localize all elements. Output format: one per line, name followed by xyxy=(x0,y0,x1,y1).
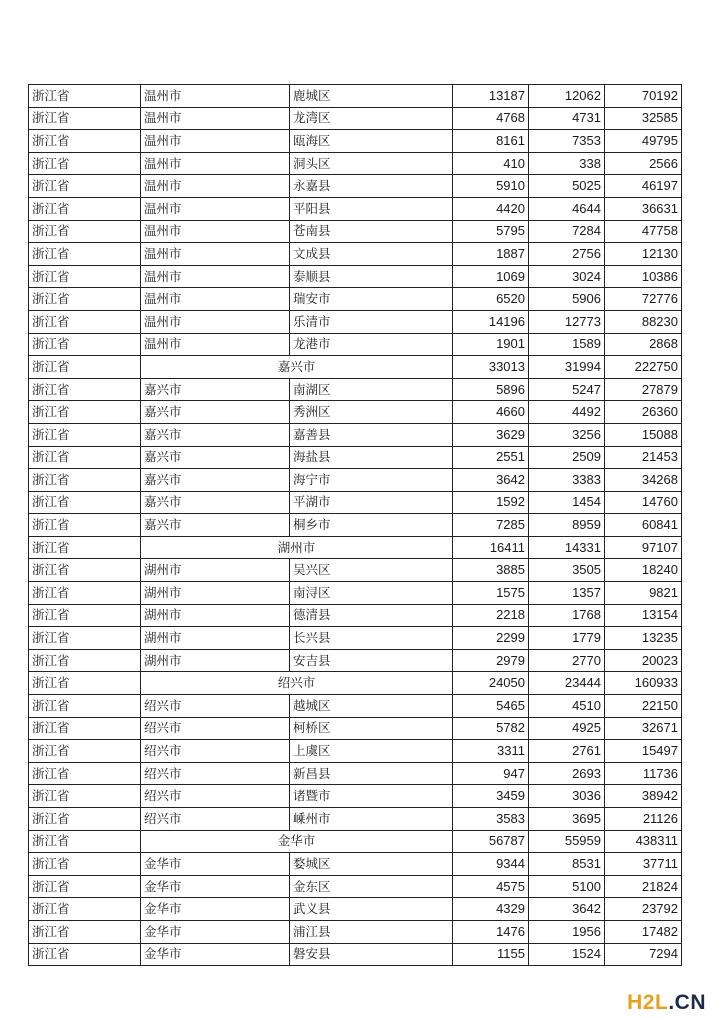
value-2-cell: 2770 xyxy=(529,649,605,672)
province-cell: 浙江省 xyxy=(29,920,141,943)
value-2-cell: 2693 xyxy=(529,762,605,785)
value-1-cell: 7285 xyxy=(453,514,529,537)
value-1-cell: 4768 xyxy=(453,107,529,130)
value-2-cell: 3036 xyxy=(529,785,605,808)
table-row xyxy=(29,717,682,740)
city-cell: 嘉兴市 xyxy=(141,469,290,492)
value-1-cell: 1575 xyxy=(453,582,529,605)
value-1-cell: 3583 xyxy=(453,808,529,831)
district-cell: 南湖区 xyxy=(290,378,453,401)
value-2-cell: 4510 xyxy=(529,695,605,718)
value-1-cell: 2299 xyxy=(453,627,529,650)
value-2-cell: 5100 xyxy=(529,875,605,898)
table-row xyxy=(29,107,682,130)
city-subtotal-row xyxy=(29,672,682,695)
value-1-cell: 14196 xyxy=(453,310,529,333)
district-cell: 瑞安市 xyxy=(290,288,453,311)
value-2-cell: 1779 xyxy=(529,627,605,650)
table-row xyxy=(29,423,682,446)
value-2-cell: 5906 xyxy=(529,288,605,311)
table-row xyxy=(29,288,682,311)
value-3-cell: 22150 xyxy=(605,695,682,718)
district-cell: 磐安县 xyxy=(290,943,453,966)
district-cell: 平阳县 xyxy=(290,197,453,220)
province-cell: 浙江省 xyxy=(29,627,141,650)
value-2-cell: 3256 xyxy=(529,423,605,446)
district-cell: 德清县 xyxy=(290,604,453,627)
province-cell: 浙江省 xyxy=(29,649,141,672)
district-cell: 上虞区 xyxy=(290,740,453,763)
value-3-cell: 10386 xyxy=(605,265,682,288)
value-1-cell: 3642 xyxy=(453,469,529,492)
value-2-cell: 1524 xyxy=(529,943,605,966)
city-subtotal-row xyxy=(29,830,682,853)
province-cell: 浙江省 xyxy=(29,243,141,266)
value-3-cell: 97107 xyxy=(605,536,682,559)
table-row xyxy=(29,514,682,537)
province-cell: 浙江省 xyxy=(29,536,141,559)
city-cell: 嘉兴市 xyxy=(141,491,290,514)
city-total-cell: 嘉兴市 xyxy=(141,356,453,379)
value-3-cell: 49795 xyxy=(605,130,682,153)
value-2-cell: 3642 xyxy=(529,898,605,921)
table-row xyxy=(29,378,682,401)
city-cell: 金华市 xyxy=(141,875,290,898)
table-row xyxy=(29,197,682,220)
value-3-cell: 21126 xyxy=(605,808,682,831)
city-cell: 嘉兴市 xyxy=(141,401,290,424)
table-row xyxy=(29,333,682,356)
city-cell: 绍兴市 xyxy=(141,717,290,740)
value-2-cell: 1454 xyxy=(529,491,605,514)
province-cell: 浙江省 xyxy=(29,130,141,153)
city-cell: 湖州市 xyxy=(141,604,290,627)
table-body xyxy=(29,85,682,966)
district-cell: 新昌县 xyxy=(290,762,453,785)
province-cell: 浙江省 xyxy=(29,469,141,492)
table-row xyxy=(29,943,682,966)
city-cell: 金华市 xyxy=(141,920,290,943)
value-1-cell: 3629 xyxy=(453,423,529,446)
table-row xyxy=(29,649,682,672)
value-3-cell: 14760 xyxy=(605,491,682,514)
value-3-cell: 11736 xyxy=(605,762,682,785)
city-cell: 温州市 xyxy=(141,130,290,153)
value-2-cell: 2756 xyxy=(529,243,605,266)
value-3-cell: 2566 xyxy=(605,152,682,175)
table-row xyxy=(29,604,682,627)
city-cell: 嘉兴市 xyxy=(141,514,290,537)
city-subtotal-row xyxy=(29,356,682,379)
city-subtotal-row xyxy=(29,536,682,559)
province-cell: 浙江省 xyxy=(29,785,141,808)
district-cell: 龙湾区 xyxy=(290,107,453,130)
value-1-cell: 4575 xyxy=(453,875,529,898)
district-cell: 泰顺县 xyxy=(290,265,453,288)
province-cell: 浙江省 xyxy=(29,491,141,514)
value-3-cell: 60841 xyxy=(605,514,682,537)
value-2-cell: 14331 xyxy=(529,536,605,559)
city-total-cell: 湖州市 xyxy=(141,536,453,559)
table-row xyxy=(29,175,682,198)
district-cell: 南浔区 xyxy=(290,582,453,605)
district-cell: 海盐县 xyxy=(290,446,453,469)
value-1-cell: 5465 xyxy=(453,695,529,718)
value-3-cell: 34268 xyxy=(605,469,682,492)
value-1-cell: 2551 xyxy=(453,446,529,469)
table-row xyxy=(29,785,682,808)
district-cell: 长兴县 xyxy=(290,627,453,650)
city-cell: 温州市 xyxy=(141,288,290,311)
city-cell: 绍兴市 xyxy=(141,695,290,718)
province-cell: 浙江省 xyxy=(29,356,141,379)
value-1-cell: 3459 xyxy=(453,785,529,808)
table-row xyxy=(29,875,682,898)
district-cell: 苍南县 xyxy=(290,220,453,243)
district-cell: 文成县 xyxy=(290,243,453,266)
value-1-cell: 410 xyxy=(453,152,529,175)
value-3-cell: 9821 xyxy=(605,582,682,605)
value-3-cell: 46197 xyxy=(605,175,682,198)
city-cell: 温州市 xyxy=(141,152,290,175)
province-cell: 浙江省 xyxy=(29,582,141,605)
city-cell: 温州市 xyxy=(141,85,290,108)
value-1-cell: 1476 xyxy=(453,920,529,943)
province-cell: 浙江省 xyxy=(29,672,141,695)
value-2-cell: 2509 xyxy=(529,446,605,469)
value-1-cell: 33013 xyxy=(453,356,529,379)
province-cell: 浙江省 xyxy=(29,695,141,718)
table-row xyxy=(29,310,682,333)
city-cell: 嘉兴市 xyxy=(141,423,290,446)
value-2-cell: 1357 xyxy=(529,582,605,605)
city-cell: 湖州市 xyxy=(141,649,290,672)
value-1-cell: 4329 xyxy=(453,898,529,921)
district-cell: 洞头区 xyxy=(290,152,453,175)
city-cell: 湖州市 xyxy=(141,582,290,605)
district-cell: 越城区 xyxy=(290,695,453,718)
city-cell: 绍兴市 xyxy=(141,762,290,785)
value-1-cell: 5795 xyxy=(453,220,529,243)
value-3-cell: 36631 xyxy=(605,197,682,220)
value-2-cell: 2761 xyxy=(529,740,605,763)
city-cell: 金华市 xyxy=(141,853,290,876)
value-1-cell: 13187 xyxy=(453,85,529,108)
value-3-cell: 160933 xyxy=(605,672,682,695)
value-2-cell: 3695 xyxy=(529,808,605,831)
table-row xyxy=(29,898,682,921)
district-cell: 乐清市 xyxy=(290,310,453,333)
value-2-cell: 3383 xyxy=(529,469,605,492)
city-cell: 金华市 xyxy=(141,943,290,966)
city-cell: 温州市 xyxy=(141,243,290,266)
value-3-cell: 26360 xyxy=(605,401,682,424)
province-cell: 浙江省 xyxy=(29,265,141,288)
province-cell: 浙江省 xyxy=(29,604,141,627)
watermark-cn: .CN xyxy=(668,991,706,1014)
table-row xyxy=(29,920,682,943)
table-row xyxy=(29,85,682,108)
value-3-cell: 21453 xyxy=(605,446,682,469)
value-2-cell: 4492 xyxy=(529,401,605,424)
value-3-cell: 15497 xyxy=(605,740,682,763)
province-cell: 浙江省 xyxy=(29,85,141,108)
value-3-cell: 37711 xyxy=(605,853,682,876)
value-2-cell: 31994 xyxy=(529,356,605,379)
value-3-cell: 88230 xyxy=(605,310,682,333)
province-cell: 浙江省 xyxy=(29,401,141,424)
value-1-cell: 9344 xyxy=(453,853,529,876)
district-cell: 婺城区 xyxy=(290,853,453,876)
value-3-cell: 32671 xyxy=(605,717,682,740)
table-row xyxy=(29,627,682,650)
value-1-cell: 5782 xyxy=(453,717,529,740)
value-1-cell: 4420 xyxy=(453,197,529,220)
value-3-cell: 13154 xyxy=(605,604,682,627)
value-1-cell: 1901 xyxy=(453,333,529,356)
city-cell: 绍兴市 xyxy=(141,808,290,831)
value-1-cell: 24050 xyxy=(453,672,529,695)
city-cell: 绍兴市 xyxy=(141,785,290,808)
value-3-cell: 17482 xyxy=(605,920,682,943)
value-1-cell: 1069 xyxy=(453,265,529,288)
value-3-cell: 23792 xyxy=(605,898,682,921)
city-total-cell: 绍兴市 xyxy=(141,672,453,695)
value-3-cell: 47758 xyxy=(605,220,682,243)
value-3-cell: 13235 xyxy=(605,627,682,650)
province-cell: 浙江省 xyxy=(29,514,141,537)
city-cell: 温州市 xyxy=(141,220,290,243)
district-cell: 吴兴区 xyxy=(290,559,453,582)
district-cell: 浦江县 xyxy=(290,920,453,943)
province-cell: 浙江省 xyxy=(29,152,141,175)
watermark-h2l: H2L xyxy=(627,991,669,1014)
table-row xyxy=(29,401,682,424)
district-cell: 金东区 xyxy=(290,875,453,898)
district-cell: 秀洲区 xyxy=(290,401,453,424)
district-cell: 永嘉县 xyxy=(290,175,453,198)
district-cell: 鹿城区 xyxy=(290,85,453,108)
value-1-cell: 6520 xyxy=(453,288,529,311)
city-cell: 金华市 xyxy=(141,898,290,921)
value-3-cell: 7294 xyxy=(605,943,682,966)
value-3-cell: 72776 xyxy=(605,288,682,311)
table-row xyxy=(29,130,682,153)
value-2-cell: 4644 xyxy=(529,197,605,220)
value-1-cell: 2979 xyxy=(453,649,529,672)
value-3-cell: 27879 xyxy=(605,378,682,401)
province-cell: 浙江省 xyxy=(29,830,141,853)
value-2-cell: 4731 xyxy=(529,107,605,130)
table-row xyxy=(29,446,682,469)
value-1-cell: 1887 xyxy=(453,243,529,266)
value-1-cell: 947 xyxy=(453,762,529,785)
value-2-cell: 5025 xyxy=(529,175,605,198)
table-row xyxy=(29,808,682,831)
value-1-cell: 3885 xyxy=(453,559,529,582)
province-cell: 浙江省 xyxy=(29,175,141,198)
district-cell: 嵊州市 xyxy=(290,808,453,831)
district-cell: 武义县 xyxy=(290,898,453,921)
value-3-cell: 15088 xyxy=(605,423,682,446)
statistics-table xyxy=(28,84,682,966)
city-cell: 温州市 xyxy=(141,333,290,356)
city-cell: 温州市 xyxy=(141,197,290,220)
city-total-cell: 金华市 xyxy=(141,830,453,853)
province-cell: 浙江省 xyxy=(29,762,141,785)
province-cell: 浙江省 xyxy=(29,943,141,966)
city-cell: 温州市 xyxy=(141,175,290,198)
province-cell: 浙江省 xyxy=(29,333,141,356)
table-row xyxy=(29,853,682,876)
value-2-cell: 5247 xyxy=(529,378,605,401)
table-row xyxy=(29,469,682,492)
value-1-cell: 2218 xyxy=(453,604,529,627)
value-3-cell: 70192 xyxy=(605,85,682,108)
value-3-cell: 222750 xyxy=(605,356,682,379)
value-1-cell: 5910 xyxy=(453,175,529,198)
province-cell: 浙江省 xyxy=(29,808,141,831)
value-3-cell: 38942 xyxy=(605,785,682,808)
value-1-cell: 1155 xyxy=(453,943,529,966)
province-cell: 浙江省 xyxy=(29,740,141,763)
province-cell: 浙江省 xyxy=(29,559,141,582)
table-row xyxy=(29,740,682,763)
value-2-cell: 8531 xyxy=(529,853,605,876)
value-2-cell: 1768 xyxy=(529,604,605,627)
province-cell: 浙江省 xyxy=(29,197,141,220)
province-cell: 浙江省 xyxy=(29,288,141,311)
district-cell: 瓯海区 xyxy=(290,130,453,153)
value-2-cell: 8959 xyxy=(529,514,605,537)
table-row xyxy=(29,152,682,175)
province-cell: 浙江省 xyxy=(29,717,141,740)
value-1-cell: 5896 xyxy=(453,378,529,401)
value-2-cell: 23444 xyxy=(529,672,605,695)
table-row xyxy=(29,491,682,514)
province-cell: 浙江省 xyxy=(29,446,141,469)
district-cell: 桐乡市 xyxy=(290,514,453,537)
province-cell: 浙江省 xyxy=(29,220,141,243)
value-2-cell: 7284 xyxy=(529,220,605,243)
value-1-cell: 56787 xyxy=(453,830,529,853)
district-cell: 嘉善县 xyxy=(290,423,453,446)
value-2-cell: 338 xyxy=(529,152,605,175)
value-2-cell: 55959 xyxy=(529,830,605,853)
value-3-cell: 18240 xyxy=(605,559,682,582)
table-row xyxy=(29,582,682,605)
site-watermark-logo xyxy=(627,991,706,1015)
province-cell: 浙江省 xyxy=(29,378,141,401)
city-cell: 绍兴市 xyxy=(141,740,290,763)
value-1-cell: 8161 xyxy=(453,130,529,153)
city-cell: 湖州市 xyxy=(141,559,290,582)
value-2-cell: 1956 xyxy=(529,920,605,943)
city-cell: 温州市 xyxy=(141,265,290,288)
table-row xyxy=(29,220,682,243)
table-row xyxy=(29,559,682,582)
district-cell: 海宁市 xyxy=(290,469,453,492)
province-cell: 浙江省 xyxy=(29,898,141,921)
value-2-cell: 12062 xyxy=(529,85,605,108)
province-cell: 浙江省 xyxy=(29,310,141,333)
value-2-cell: 4925 xyxy=(529,717,605,740)
city-cell: 嘉兴市 xyxy=(141,446,290,469)
city-cell: 湖州市 xyxy=(141,627,290,650)
value-1-cell: 1592 xyxy=(453,491,529,514)
value-1-cell: 3311 xyxy=(453,740,529,763)
province-cell: 浙江省 xyxy=(29,875,141,898)
district-cell: 龙港市 xyxy=(290,333,453,356)
district-cell: 诸暨市 xyxy=(290,785,453,808)
city-cell: 温州市 xyxy=(141,310,290,333)
value-2-cell: 12773 xyxy=(529,310,605,333)
value-3-cell: 438311 xyxy=(605,830,682,853)
province-cell: 浙江省 xyxy=(29,423,141,446)
table-row xyxy=(29,695,682,718)
value-2-cell: 3024 xyxy=(529,265,605,288)
value-3-cell: 20023 xyxy=(605,649,682,672)
value-3-cell: 21824 xyxy=(605,875,682,898)
value-3-cell: 32585 xyxy=(605,107,682,130)
table-row xyxy=(29,243,682,266)
table-row xyxy=(29,762,682,785)
city-cell: 温州市 xyxy=(141,107,290,130)
value-2-cell: 3505 xyxy=(529,559,605,582)
value-2-cell: 7353 xyxy=(529,130,605,153)
value-3-cell: 2868 xyxy=(605,333,682,356)
district-cell: 柯桥区 xyxy=(290,717,453,740)
province-cell: 浙江省 xyxy=(29,107,141,130)
district-cell: 安吉县 xyxy=(290,649,453,672)
value-2-cell: 1589 xyxy=(529,333,605,356)
value-1-cell: 16411 xyxy=(453,536,529,559)
province-cell: 浙江省 xyxy=(29,853,141,876)
table-row xyxy=(29,265,682,288)
district-cell: 平湖市 xyxy=(290,491,453,514)
city-cell: 嘉兴市 xyxy=(141,378,290,401)
value-1-cell: 4660 xyxy=(453,401,529,424)
value-3-cell: 12130 xyxy=(605,243,682,266)
